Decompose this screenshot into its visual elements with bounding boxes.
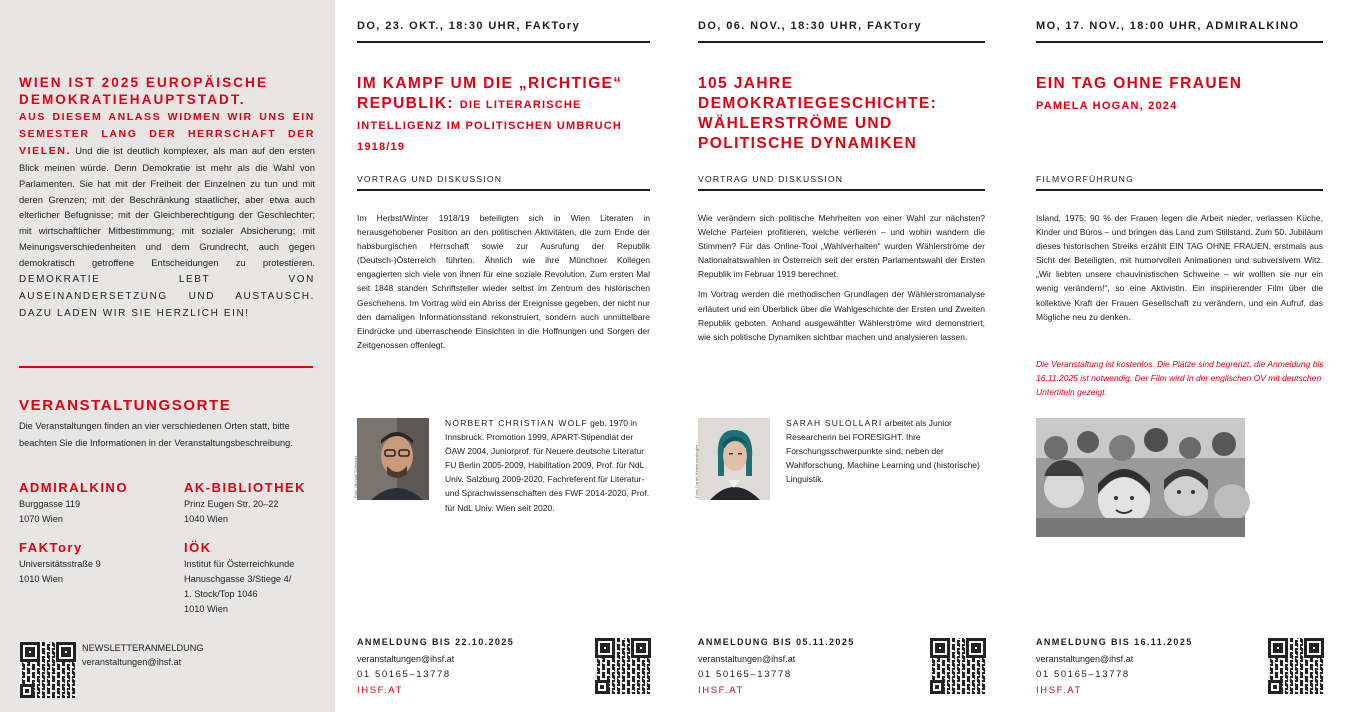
divider <box>1036 41 1323 43</box>
film-still-photo <box>1036 418 1245 537</box>
speaker-portrait-image <box>698 418 770 500</box>
venue-address: Prinz Eugen Str. 20–22 <box>184 499 279 509</box>
newsletter-label: NEWSLETTERANMELDUNG <box>82 643 204 653</box>
registration-phone: 01 50165–13778 <box>357 669 451 680</box>
event-date: DO, 23. OKT., 18:30 UHR, FAKTory <box>357 20 581 32</box>
venue-admiralkino <box>19 480 128 527</box>
registration-deadline: ANMELDUNG BIS 05.11.2025 <box>698 637 855 647</box>
registration-email-link[interactable]: veranstaltungen@ihsf.at <box>1036 654 1134 664</box>
website-link[interactable]: IHSF.AT <box>698 685 744 696</box>
registration-qr-code[interactable] <box>930 638 986 694</box>
event-title-main: IM KAMPF UM DIE „RICHTIGE“ REPUBLIK: <box>357 75 623 112</box>
divider <box>698 189 985 191</box>
divider <box>357 189 650 191</box>
intro-closing: DEMOKRATIE LEBT VON AUSEINANDERSETZUNG UND AUSTAUSCH. DAZU LADEN WIR SIE HERZLICH EIN! <box>19 274 315 319</box>
crowd-photo-image <box>1036 418 1245 537</box>
venue-institute: Institut für Österreichkunde <box>184 559 295 569</box>
event-description <box>1036 211 1323 330</box>
event-title <box>357 74 650 157</box>
venue-ak-bibliothek <box>184 480 306 527</box>
event-category: FILMVORFÜHRUNG <box>1036 174 1134 184</box>
event-description <box>698 211 985 350</box>
event-title-main: EIN TAG OHNE FRAUEN <box>1036 75 1243 92</box>
registration-deadline: ANMELDUNG BIS 22.10.2025 <box>357 637 515 647</box>
venue-address: Burggasse 119 <box>19 499 81 509</box>
event-column-1 <box>353 0 650 712</box>
registration-qr-code[interactable] <box>595 638 651 694</box>
website-link[interactable]: IHSF.AT <box>1036 685 1082 696</box>
registration-email-link[interactable]: veranstaltungen@ihsf.at <box>357 654 455 664</box>
newsletter-qr-code[interactable] <box>20 642 76 698</box>
intro-caps: AUS DIESEM ANLASS WIDMEN WIR UNS EIN SEMESTER LANG DER HERRSCHAFT DER VIELEN. <box>19 111 315 157</box>
venue-ioek <box>184 540 294 617</box>
speaker-bio-text: geb. 1970 in Innsbruck. Promotion 1999, APART-Stipendiat der ÖAW 2004, Juniorprof. für Neuere deutsche Literatur FU Berlin 2005-2009, Habilitation 2009, Prof. für NdL Univ. Salzburg 2009-2020, Fachreferent für Literatur- und Sprachwissenschaften des FWF 2014-2020, Prof. für NdL Univ. Wien seit 2020. <box>445 418 650 513</box>
event-title: 105 JAHRE DEMOKRATIEGESCHICHTE: WÄHLERSTRÖME UND POLITISCHE DYNAMIKEN <box>698 75 938 152</box>
description-paragraph: Wie verändern sich politische Mehrheiten von einer Wahl zur nächsten? Welche Parteien profitieren, welche verlieren – und wohin wandern die Stimmen? Für das Online-Tool „Wahlverhalten“ wurden Wählerströme der Nationalratswahlen in Österreich seit der ersten Parlamentswahl der Ersten Republik im Februar 1919 berechnet. <box>698 213 985 280</box>
event-category: VORTRAG UND DISKUSSION <box>357 174 503 184</box>
venue-address: Hanuschgasse 3/Stiege 4/ <box>184 574 292 584</box>
venue-name: IÖK <box>184 540 212 555</box>
event-column-2 <box>694 0 991 712</box>
divider <box>1036 189 1323 191</box>
registration-phone: 01 50165–13778 <box>698 669 792 680</box>
speaker-photo <box>353 418 429 500</box>
divider <box>698 41 985 43</box>
description-paragraph: Im Vortrag werden die methodischen Grundlagen der Wählerstromanalyse erläutert und ein Überblick über die Wahlgeschichte der Ersten und Zweiten Republik geboten. Anhand ausgewählter Wählerströme wird demonstriert, wie sich politische Dynamiken sichtbar machen und analysieren lassen. <box>698 289 985 342</box>
registration-block <box>1036 634 1216 699</box>
registration-qr-code[interactable] <box>1268 638 1324 694</box>
event-category: VORTRAG UND DISKUSSION <box>698 174 844 184</box>
speaker-photo <box>694 418 770 500</box>
event-title-sub: PAMELA HOGAN, 2024 <box>1036 100 1178 112</box>
speaker-bio-text: arbeitet als Junior Researcherin bei FORESIGHT. Ihre Forschungsschwerpunkte sind, neben der Wahlforschung, Machine Learning und (historische) Linguistik. <box>786 418 980 485</box>
venue-faktory <box>19 540 101 587</box>
speaker-bio <box>445 416 650 515</box>
intro-heading: WIEN IST 2025 EUROPÄISCHE DEMOKRATIEHAUPTSTADT. <box>19 75 269 107</box>
description-paragraph: Im Herbst/Winter 1918/19 beteiligten sich in Wien Literaten in herausgehobener Position an den politischen Aktivitäten, die zum Ende der habsburgischen Herrschaft sowie zur Ausrufung der Republik (Deutsch-)Österreich führten. Ähnlich wie ihre Münchner Kollegen engagierten sich viele von ihnen für eine soziale Revolution. Zum ersten Mal seit 1848 standen Schriftsteller wieder selbst im Zentrum des historischen Geschehens. Im Vortrag wird ein Abriss der Ereignisse gegeben, der nicht nur den damaligen Informationsstand rekonstruiert, sondern auch unmittelbare Eindrücke und überraschende Einsichten in die Hoffnungen und Sorgen der Zeitgenossen offenlegt. <box>357 213 650 350</box>
venue-city: 1010 Wien <box>19 574 63 584</box>
event-title-sub: DIE LITERARISCHE INTELLIGENZ IM POLITISCHEN UMBRUCH 1918/19 <box>357 99 623 153</box>
photo-credit: Foto: Daniel Hinterramskogler <box>694 444 699 498</box>
divider <box>357 41 650 43</box>
venues-title: VERANSTALTUNGSORTE <box>19 397 232 414</box>
venue-name: ADMIRALKINO <box>19 480 128 495</box>
event-description <box>357 211 650 358</box>
website-link[interactable]: IHSF.AT <box>357 685 403 696</box>
venue-floor: 1. Stock/Top 1046 <box>184 589 258 599</box>
venue-name: AK-BIBLIOTHEK <box>184 480 307 495</box>
event-notice: Die Veranstaltung ist kostenlos. Die Plätze sind begrenzt, die Anmeldung bis 16.11.2025 ist notwendig. Der Film wird in der englischen OV mit deutschen Untertiteln gezeigt. <box>1036 359 1324 398</box>
venue-city: 1070 Wien <box>19 514 63 524</box>
venue-city: 1010 Wien <box>184 604 228 614</box>
intro-paragraph <box>19 109 315 322</box>
venues-description: Die Veranstaltungen finden an vier verschiedenen Orten statt, bitte beachten Sie die Informationen in der Veranstaltungsbeschreibung. <box>19 421 293 448</box>
registration-deadline: ANMELDUNG BIS 16.11.2025 <box>1036 637 1193 647</box>
venue-city: 1040 Wien <box>184 514 228 524</box>
registration-block <box>357 634 537 699</box>
event-title <box>1036 74 1324 116</box>
speaker-bio <box>786 416 986 486</box>
intro-text: Und die ist deutlich komplexer, als man auf den ersten Blick meinen würde. Denn Demokratie ist mehr als die Wahl von Parlamenten. Sie hat mit der Freiheit der Einzelnen zu tun und mit deren Grenzen; mit der Beschränkung staatlicher, aber etwa auch elterlicher Befugnisse; mit der Gleichberechtigung der Geschlechter; mit wirtschaftlicher Mitbestimmung; mit sozialer Absicherung; mit Meinungsverschiedenheiten und dem Grundrecht, auch gegen demokratisch getroffene Entscheidungen zu protestieren. <box>19 144 316 269</box>
registration-phone: 01 50165–13778 <box>1036 669 1130 680</box>
event-date: DO, 06. NOV., 18:30 UHR, FAKTory <box>698 20 922 32</box>
speaker-portrait-image <box>357 418 429 500</box>
registration-block <box>698 634 878 699</box>
photo-credit: Foto: Michael Schreiner <box>353 455 358 498</box>
event-column-3 <box>1036 0 1324 712</box>
venue-name: FAKTory <box>19 540 83 555</box>
divider <box>19 366 313 368</box>
newsletter-email-link[interactable]: veranstaltungen@ihsf.at <box>82 657 182 667</box>
registration-email-link[interactable]: veranstaltungen@ihsf.at <box>698 654 796 664</box>
description-paragraph: Island, 1975: 90 % der Frauen legen die Arbeit nieder, verlassen Küche, Kinder und Büros – und bringen das Land zum Stillstand. Zum 50. Jubiläum dieses historischen Streiks erzählt EIN TAG OHNE FRAUEN, erstmals aus Sicht der Beteiligten, mit humorvollen Animationen und subversivem Witz. „Wir liebten unsere chauvinistischen Schweine – wir wollten sie nur ein wenig verändern!“, so eine Aktivistin. Ein inspirierender Film über die kollektive Kraft der Frauen Gesellschaft zu verändern, und ein Aufruf, das Mögliche neu zu denken. <box>1036 213 1323 322</box>
speaker-name: NORBERT CHRISTIAN WOLF <box>445 418 588 428</box>
speaker-name: SARAH SULOLLARI <box>786 418 883 428</box>
venue-address: Universitätsstraße 9 <box>19 559 101 569</box>
event-date: MO, 17. NOV., 18:00 UHR, ADMIRALKINO <box>1036 20 1300 32</box>
